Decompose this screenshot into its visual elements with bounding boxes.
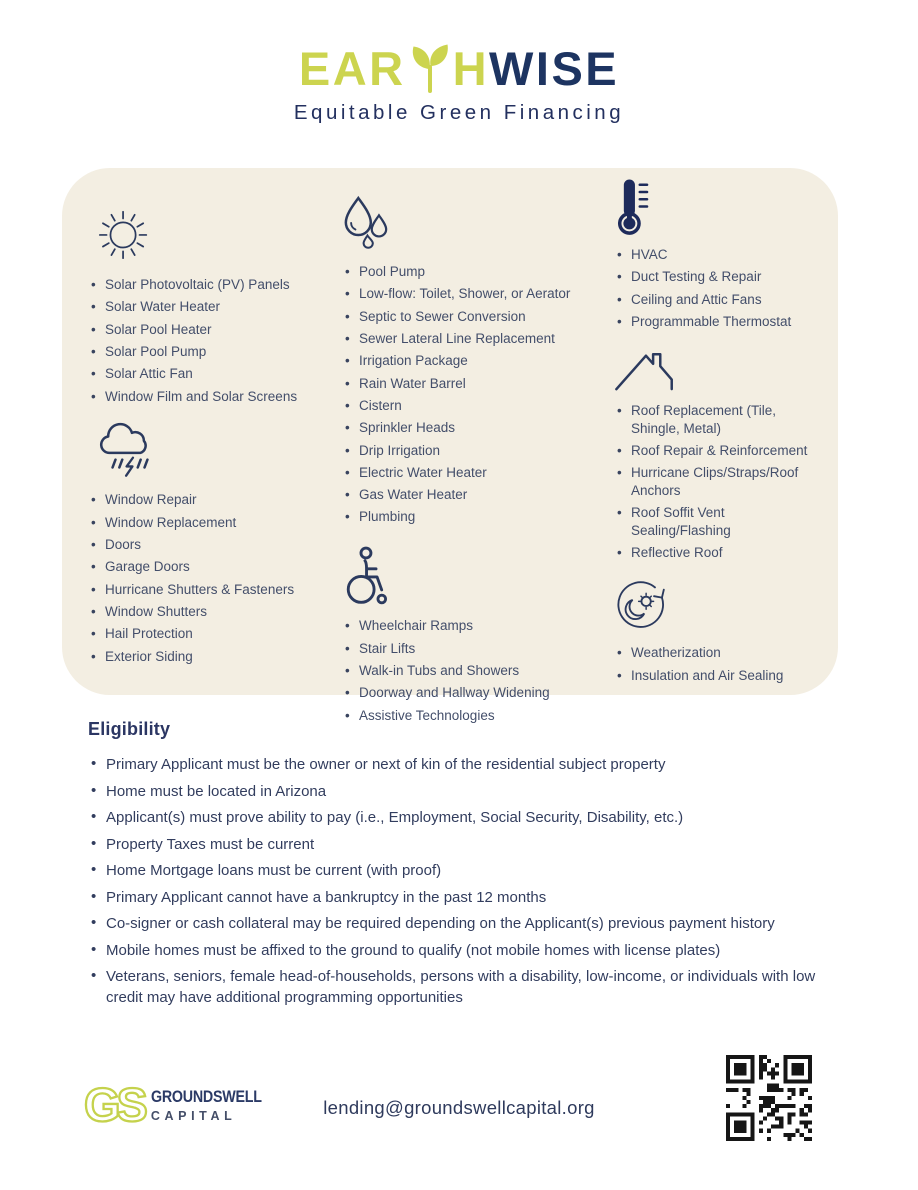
section-roof <box>614 350 818 563</box>
list-item: • Rain Water Barrel <box>342 375 614 393</box>
list-item: • Primary Applicant must be the owner or next of kin of the residential subject property <box>88 755 836 776</box>
section-water <box>342 193 614 526</box>
list-item: • Drip Irrigation <box>342 442 614 460</box>
list-item: • Sprinkler Heads <box>342 419 614 437</box>
hvac-list <box>614 246 818 331</box>
list-item: • Irrigation Package <box>342 352 614 370</box>
section-weatherization <box>614 578 818 684</box>
list-item: • Exterior Siding <box>88 648 342 666</box>
list-item: • Plumbing <box>342 508 614 526</box>
list-item: • Electric Water Heater <box>342 464 614 482</box>
list-item: • Window Film and Solar Screens <box>88 388 342 406</box>
wheelchair-icon <box>342 545 388 607</box>
list-item: • Primary Applicant cannot have a bankruptcy in the past 12 months <box>88 888 836 909</box>
capital-wordmark: CAPITAL <box>150 1108 237 1123</box>
list-item: • Hurricane Shutters & Fasteners <box>88 581 342 599</box>
list-item: • Pool Pump <box>342 263 614 281</box>
list-item: • Window Replacement <box>88 514 342 532</box>
list-item: • Applicant(s) must prove ability to pay (i.e., Employment, Social Security, Disability, etc.) <box>88 808 836 829</box>
qr-code <box>723 1052 815 1144</box>
list-item: • Home must be located in Arizona <box>88 782 836 803</box>
logo-text-wise: WISE <box>489 42 620 95</box>
roof-list <box>614 402 818 563</box>
eligibility-title: Eligibility <box>88 719 171 739</box>
list-item: • Sewer Lateral Line Replacement <box>342 330 614 348</box>
list-item: • Walk-in Tubs and Showers <box>342 662 614 680</box>
roof-icon <box>614 350 676 392</box>
eligibility-section <box>88 719 836 1014</box>
list-item: • HVAC <box>614 246 818 264</box>
gs-monogram: GS <box>84 1078 144 1131</box>
list-item: • Solar Water Heater <box>88 298 342 316</box>
water-list <box>342 263 614 526</box>
weatherization-list <box>614 644 818 684</box>
thermometer-icon <box>618 178 649 236</box>
eligibility-list <box>88 755 836 1008</box>
column-left <box>84 178 342 729</box>
list-item: • Low-flow: Toilet, Shower, or Aerator <box>342 285 614 303</box>
list-item: • Solar Pool Heater <box>88 321 342 339</box>
list-item: • Septic to Sewer Conversion <box>342 308 614 326</box>
list-item: • Roof Soffit Vent Sealing/Flashing <box>614 504 818 540</box>
storm-cloud-icon <box>94 419 166 481</box>
column-right <box>614 178 818 729</box>
list-item: • Assistive Technologies <box>342 707 614 725</box>
list-item: • Hurricane Clips/Straps/Roof Anchors <box>614 464 818 500</box>
list-item: • Duct Testing & Repair <box>614 268 818 286</box>
header <box>0 40 918 125</box>
services-card <box>62 168 838 723</box>
list-item: • Window Repair <box>88 491 342 509</box>
list-item: • Mobile homes must be affixed to the ground to qualify (not mobile homes with license plates) <box>88 941 836 962</box>
sun-moon-cycle-icon <box>614 578 668 634</box>
list-item: • Insulation and Air Sealing <box>614 667 818 685</box>
section-storm-protection <box>88 419 342 665</box>
list-item: • Cistern <box>342 397 614 415</box>
contact-email[interactable]: lending@groundswellcapital.org <box>323 1097 595 1118</box>
list-item: • Garage Doors <box>88 558 342 576</box>
list-item: • Reflective Roof <box>614 544 818 562</box>
list-item: • Home Mortgage loans must be current (with proof) <box>88 861 836 882</box>
list-item: • Doorway and Hallway Widening <box>342 684 614 702</box>
groundswell-wordmark: GROUNDSWELL <box>150 1086 262 1106</box>
sun-icon <box>94 200 156 266</box>
list-item: • Solar Photovoltaic (PV) Panels <box>88 276 342 294</box>
list-item: • Window Shutters <box>88 603 342 621</box>
list-item: • Hail Protection <box>88 625 342 643</box>
list-item: • Stair Lifts <box>342 640 614 658</box>
logo-text-h: H <box>452 42 490 95</box>
accessibility-list <box>342 617 614 724</box>
list-item: • Gas Water Heater <box>342 486 614 504</box>
list-item: • Doors <box>88 536 342 554</box>
earthwise-logo <box>0 40 918 95</box>
list-item: • Solar Attic Fan <box>88 365 342 383</box>
column-middle <box>342 178 614 729</box>
list-item: • Co-signer or cash collateral may be required depending on the Applicant(s) previous payment history <box>88 914 836 935</box>
list-item: • Programmable Thermostat <box>614 313 818 331</box>
solar-list <box>88 276 342 405</box>
list-item: • Roof Repair & Reinforcement <box>614 442 818 460</box>
water-drops-icon <box>342 193 390 253</box>
sprout-icon <box>408 40 452 93</box>
list-item: • Weatherization <box>614 644 818 662</box>
section-accessibility <box>342 545 614 724</box>
logo-text-ear: EAR <box>298 42 406 95</box>
list-item: • Solar Pool Pump <box>88 343 342 361</box>
list-item: • Property Taxes must be current <box>88 835 836 856</box>
section-solar <box>88 200 342 405</box>
storm-list <box>88 491 342 665</box>
list-item: • Wheelchair Ramps <box>342 617 614 635</box>
list-item: • Ceiling and Attic Fans <box>614 291 818 309</box>
section-hvac <box>614 178 818 331</box>
logo-tagline: Equitable Green Financing <box>293 101 625 124</box>
list-item: • Veterans, seniors, female head-of-households, persons with a disability, low-income, or individuals with low credit may have additional programming opportunities <box>88 967 836 1008</box>
list-item: • Roof Replacement (Tile, Shingle, Metal) <box>614 402 818 438</box>
